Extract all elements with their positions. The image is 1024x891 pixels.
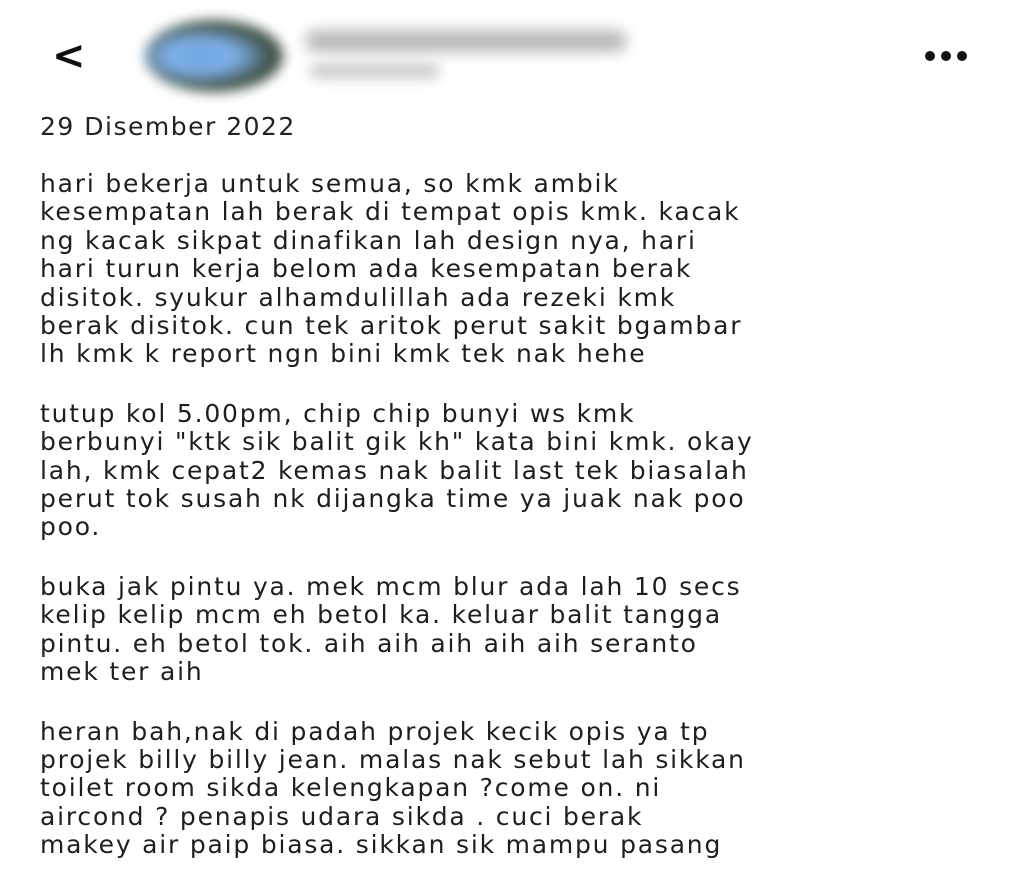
avatar[interactable] [145,20,283,92]
text-line: berbunyi "ktk sik balit gik kh" kata bini kmk. okay [40,427,754,457]
post-body [40,170,990,891]
text-line: perut tok susah nk dijangka time ya juak nak poo [40,484,746,514]
post-meta-redacted [310,63,440,79]
text-line: hari bekerja untuk semua, so kmk ambik [40,169,620,198]
back-button[interactable] [52,32,96,80]
text-line: lh kmk k report ngn bini kmk tek nak hehe [40,339,647,369]
author-name-redacted[interactable] [305,30,627,52]
text-line: kelip kelip mcm eh betol ka. keluar balit tangga [40,600,722,630]
text-line: lah, kmk cepat2 kemas nak balit last tek biasalah [40,455,749,485]
more-horizontal-icon [941,51,951,61]
post-paragraph [40,573,990,687]
text-line: makey air paip biasa. sikkan sik mampu pasang [40,830,723,860]
text-line: heran bah,nak di padah projek kecik opis ya tp [40,716,710,746]
text-line: berak disitok. cun tek aritok perut sakit bgambar [40,311,743,341]
post-paragraph [40,170,990,369]
chevron-left-icon: < [52,33,86,79]
text-line: poo. [40,512,102,542]
post-header [0,0,1024,110]
text-line: projek billy billy jean. malas nak sebut lah sikkan [40,744,746,774]
more-horizontal-icon [925,51,935,61]
text-line: pintu. eh betol tok. aih aih aih aih aih seranto [40,628,698,658]
text-line: mek ter aih [40,657,204,687]
text-line: kesempatan lah berak di tempat opis kmk. kacak [40,197,741,227]
post-paragraph [40,400,990,542]
post-date: 29 Disember 2022 [40,112,296,141]
more-options-button[interactable] [915,38,977,74]
text-line: ng kacak sikpat dinafikan lah design nya, hari [40,225,697,255]
text-line: tutup kol 5.00pm, chip chip bunyi ws kmk [40,398,636,428]
post-paragraph [40,718,990,860]
text-line: hari turun kerja belom ada kesempatan berak [40,254,693,284]
text-line: toilet room sikda kelengkapan ?come on. ni [40,773,662,803]
text-line: disitok. syukur alhamdulillah ada rezeki kmk [40,282,677,312]
text-line: aircond ? penapis udara sikda . cuci berak [40,801,644,831]
more-horizontal-icon [957,51,967,61]
text-line: buka jak pintu ya. mek mcm blur ada lah 10 secs [40,571,742,601]
